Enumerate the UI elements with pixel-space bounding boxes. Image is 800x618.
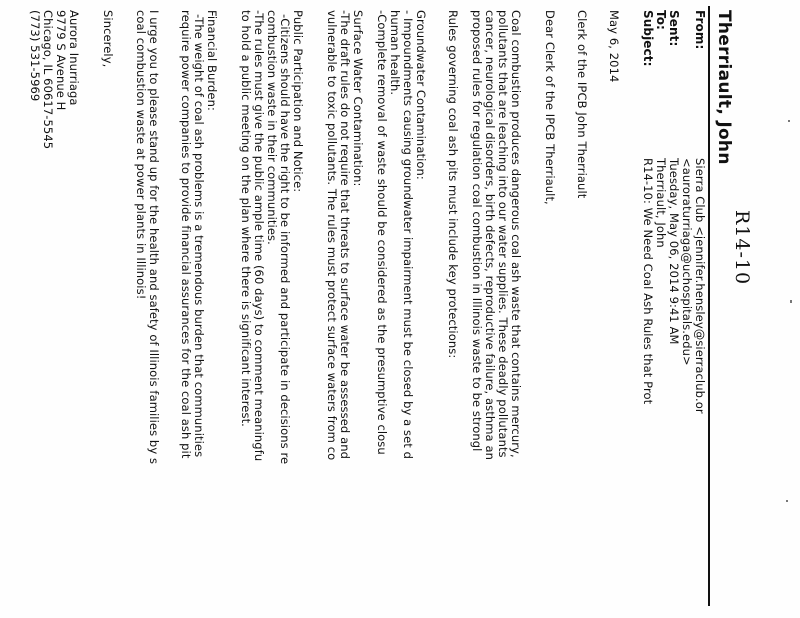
closing-line: coal combustion waste at power plants in Illinois! [134, 10, 148, 300]
signature-phone: (773) 531-5969 [28, 10, 42, 102]
participation-line: -The rules must give the public ample time (60 days) to comment meaningfu [252, 10, 266, 462]
surface-water-line: -The draft rules do not require that threats to surface water be assessed and [338, 10, 352, 460]
participation-heading: Public Participation and Notice: [291, 10, 305, 193]
letter-salutation: Dear Clerk of the IPCB Therriault, [543, 10, 557, 205]
surface-water-line: vulnerable to toxic pollutants. The rules must protect surface waters from co [325, 10, 339, 461]
signature-name: Aurora Inurriaga [67, 10, 81, 106]
to-value: Therriault, John [654, 158, 668, 248]
sender-name: Therriault, John [714, 10, 734, 165]
header-divider [708, 6, 710, 606]
financial-heading: Financial Burden: [205, 10, 219, 111]
from-value: Sierra Club <jennifer.hensley@sierraclub.or [693, 158, 707, 414]
sent-label: Sent: [667, 10, 681, 47]
groundwater-line: -Complete removal of waste should be considered as the presumptive closu [375, 10, 389, 455]
groundwater-heading: Groundwater Contamination: [414, 10, 428, 180]
participation-line: combustion waste in their communities. [265, 10, 279, 245]
to-label: To: [654, 10, 668, 30]
groundwater-line: human health. [388, 10, 402, 96]
subject-value: R14-10: We Need Coal Ash Rules that Prot [641, 158, 655, 405]
financial-line: -The weight of coal ash problems is a tremendous burden that communities [192, 14, 206, 458]
groundwater-line: - Impoundments causing groundwater impairment must be closed by a set d [401, 10, 415, 460]
letter-date: May 6, 2014 [607, 10, 621, 83]
participation-line: -Citizens should have the right to be informed and participate in decisions re [278, 14, 292, 465]
document-id: R14-10 [731, 210, 753, 286]
intro-line: Coal combustion produces dangerous coal ash waste that contains mercury, [509, 10, 523, 458]
surface-water-heading: Surface Water Contamination: [351, 10, 365, 187]
from-label: From: [693, 10, 707, 50]
scan-speck [790, 300, 792, 303]
scan-speck [788, 120, 790, 122]
intro-line: pollutants that are leaching into our water supplies. These deadly pollutants [496, 10, 510, 458]
sent-value: Tuesday, May 06, 2014 9:41 AM [667, 158, 681, 345]
closing-line: I urge you to please stand up for the health and safety of Illinois families by s [147, 10, 161, 465]
rules-line: Rules governing coal ash pits must include key protections: [446, 10, 460, 359]
financial-line: require power companies to provide financial assurances for the coal ash pit [179, 10, 193, 459]
letter-addressee: Clerk of the IPCB John Therriault [575, 10, 589, 199]
intro-line: proposed rules for regulation coal combustion in Illinois waste to be strongl [470, 10, 484, 452]
signature-street: 9779 S Avenue H [54, 10, 68, 111]
intro-line: cancer, neurological disorders, birth defects, reproductive failure, asthma an [483, 10, 497, 460]
letter-signoff: Sincerely, [101, 10, 115, 68]
scan-speck [786, 500, 788, 502]
subject-label: Subject: [641, 10, 655, 67]
signature-city: Chicago, IL 60617-5545 [41, 10, 55, 150]
participation-line: to hold a public meeting on the plan where there is significant interest. [239, 10, 253, 427]
from-value-continued: <auroraturriaga@uchospitals.edu> [680, 158, 694, 366]
